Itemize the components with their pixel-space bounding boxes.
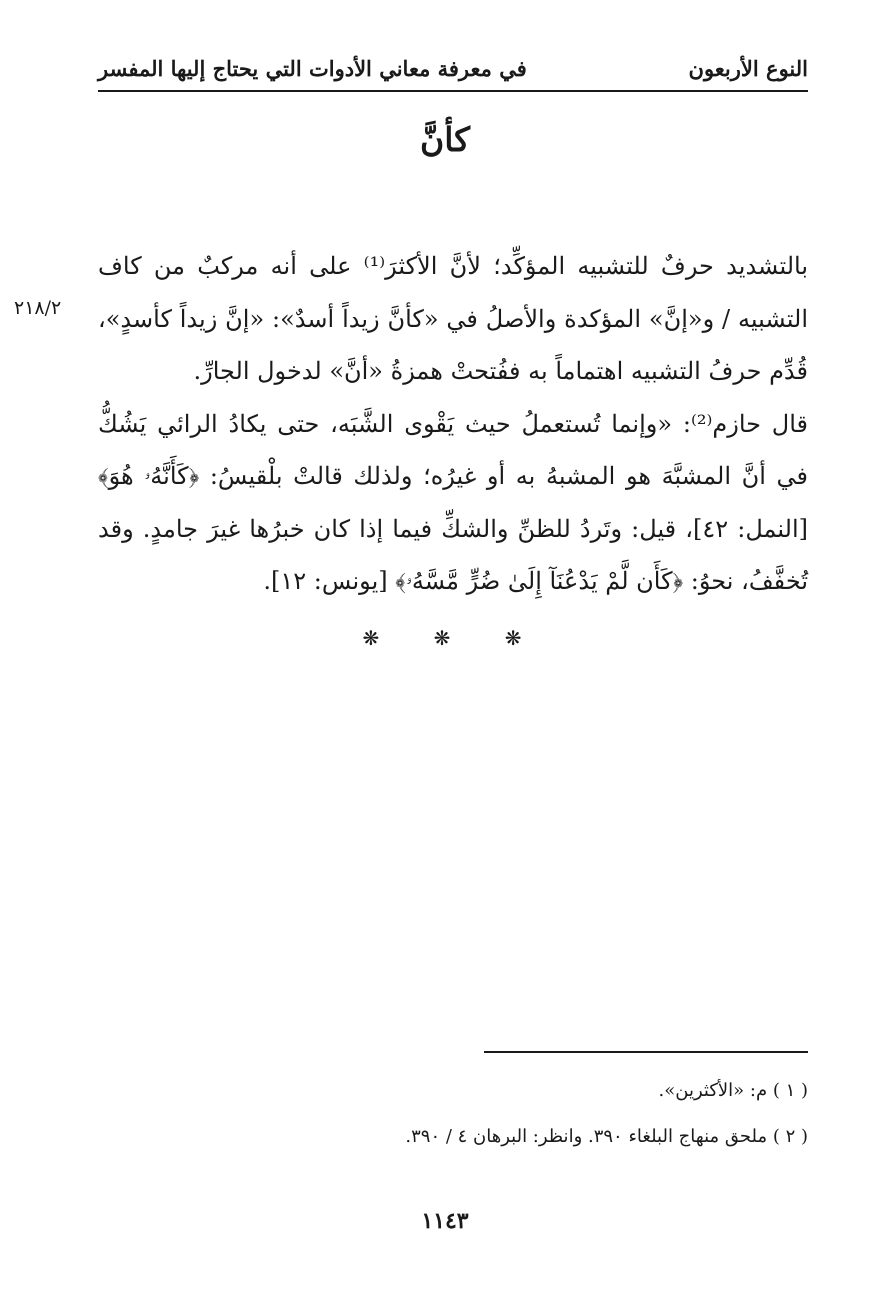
header-section-title: في معرفة معاني الأدوات التي يحتاج إليها المفسر xyxy=(98,56,527,81)
body-text xyxy=(98,240,808,608)
footnotes xyxy=(98,1068,808,1160)
separator-star-icon: ❋ xyxy=(362,626,386,650)
header-divider xyxy=(98,90,808,92)
paragraph-1: بالتشديد حرفٌ للتشبيه المؤكِّد؛ لأنَّ الأكثرَ⁽¹⁾ على أنه مركبٌ من كاف التشبيه / و«إنَّ» المؤكدة والأصلُ في «كأنَّ زيداً أسدٌ»: «إنَّ زيداً كأسدٍ»، قُدِّم حرفُ التشبيه اهتماماً به ففُتحتْ همزةُ «أنَّ» لدخول الجارِّ. xyxy=(98,252,808,385)
separator-star-icon: ❋ xyxy=(504,626,528,650)
paragraph-2: قال حازم⁽²⁾: «وإنما تُستعملُ حيث يَقْوى الشَّبَه، حتى يكادُ الرائي يَشُكُّ في أنَّ المشبَّهَ هو المشبهُ به أو غيرُه؛ ولذلك قالتْ بلْقيسُ: ﴿كَأَنَّهُۥ هُوَ﴾ [النمل: ٤٢]، قيل: وتَردُ للظنِّ والشكِّ فيما إذا كان خبرُها غيرَ جامدٍ. وقد تُخفَّفُ، نحوُ: ﴿كَأَن لَّمْ يَدْعُنَآ إِلَىٰ ضُرٍّ مَّسَّهُۥ﴾ [يونس: ١٢]. xyxy=(98,409,808,595)
header-chapter-title: النوع الأربعون xyxy=(688,56,808,81)
footnote-1: ( ١ ) م: «الأكثرين». xyxy=(658,1080,808,1101)
section-separator xyxy=(0,626,890,650)
running-header xyxy=(98,50,808,86)
separator-star-icon: ❋ xyxy=(433,626,457,650)
footnote-2: ( ٢ ) ملحق منهاج البلغاء ٣٩٠. وانظر: البرهان ٤ / ٣٩٠. xyxy=(405,1126,808,1147)
page-number: ١١٤٣ xyxy=(421,1208,469,1234)
section-title: كأنَّ xyxy=(420,120,470,159)
footnote-divider xyxy=(484,1051,808,1053)
margin-reference: ٢١٨/٢ xyxy=(14,297,62,319)
